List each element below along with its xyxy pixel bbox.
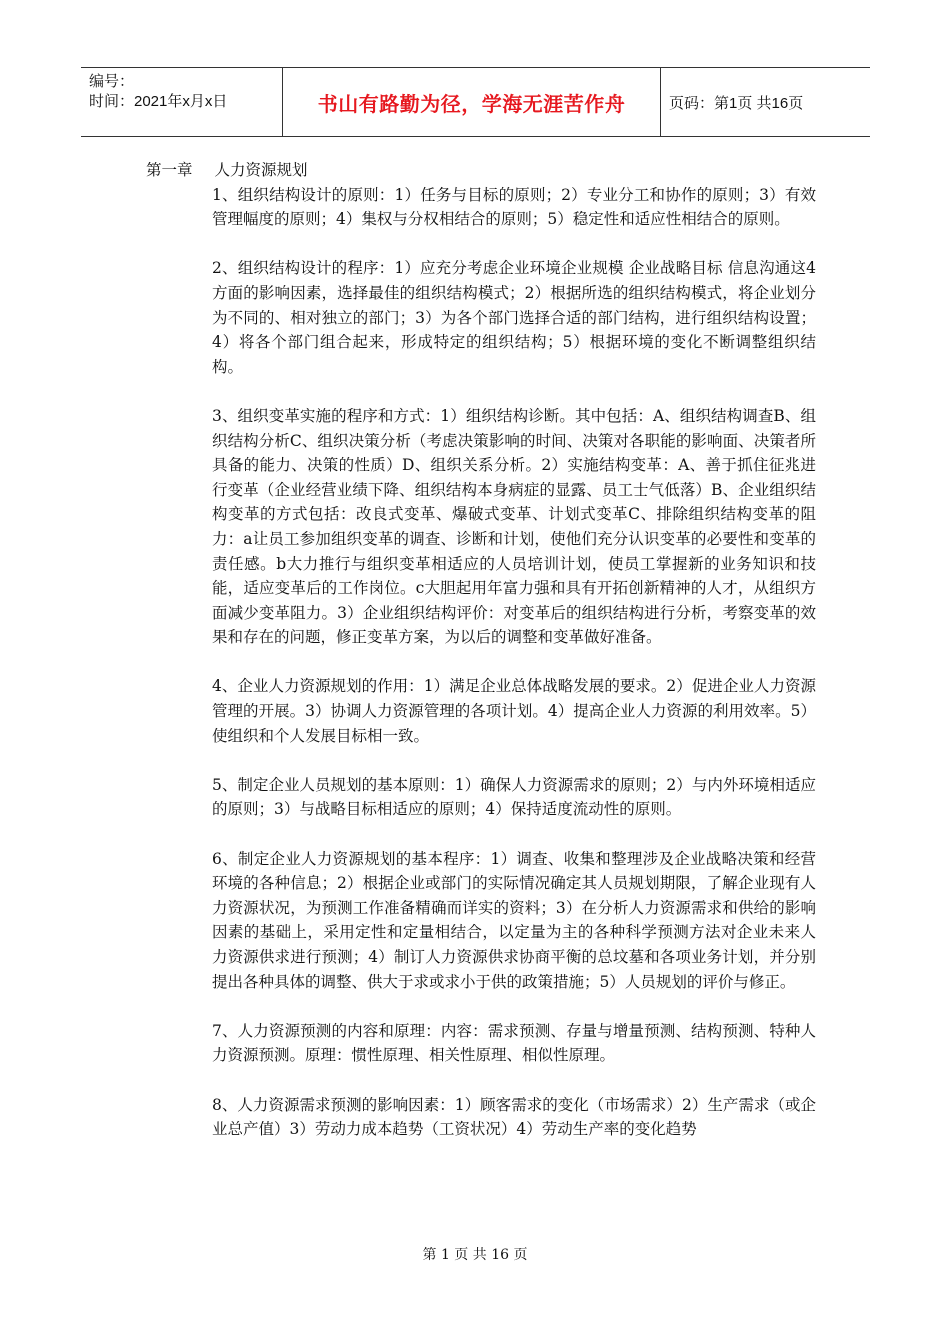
- paragraph: 4、企业人力资源规划的作用：1）满足企业总体战略发展的要求。2）促进企业人力资源管理的开展。3）协调人力资源管理的各项计划。4）提高企业人力资源的利用效率。5）使组织和个人发展目标相一致。: [212, 677, 816, 745]
- paragraph: 8、人力资源需求预测的影响因素：1）顾客需求的变化（市场需求）2）生产需求（或企业总产值）3）劳动力成本趋势（工资状况）4）劳动生产率的变化趋势: [212, 1095, 816, 1139]
- chapter-heading: [146, 158, 816, 183]
- document-body: [146, 158, 816, 1166]
- document-number-label: 编号：: [89, 73, 135, 90]
- page-footer: 第 1 页 共 16 页: [422, 1247, 528, 1263]
- paragraph: 1、组织结构设计的原则：1）任务与目标的原则；2）专业分工和协作的原则；3）有效管理幅度的原则；4）集权与分权相结合的原则；5）稳定性和适应性相结合的原则。: [212, 185, 816, 229]
- header-page-indicator: 页码：第1页 共16页: [669, 94, 804, 112]
- header-motto: 书山有路勤为径，学海无涯苦作舟: [283, 68, 661, 136]
- paragraph: 7、人力资源预测的内容和原理：内容：需求预测、存量与增量预测、结构预测、特种人力资源预测。原理：惯性原理、相关性原理、相似性原理。: [212, 1021, 816, 1065]
- paragraph: 3、组织变革实施的程序和方式：1）组织结构诊断。其中包括：A、组织结构调查B、组织结构分析C、组织决策分析（考虑决策影响的时间、决策对各职能的影响面、决策者所具备的能力、决策的性质）D、组织关系分析。2）实施结构变革：A、善于抓住征兆进行变革（企业经营业绩下降、组织结构本身病症的显露、员工士气低落）B、企业组织结构变革的方式包括：改良式变革、爆破式变革、计划式变革C、排除组织结构变革的阻力：a让员工参加组织变革的调查、诊断和计划，使他们充分认识变革的必要性和变革的责任感。b大力推行与组织变革相适应的人员培训计划，使员工掌握新的业务知识和技能，适应变革后的工作岗位。c大胆起用年富力强和具有开拓创新精神的人才，从组织方面减少变革阻力。3）企业组织结构评价：对变革后的组织结构进行分析，考察变革的效果和存在的问题，修正变革方案，为以后的调整和变革做好准备。: [212, 406, 816, 647]
- paragraph: 2、组织结构设计的程序：1）应充分考虑企业环境企业规模 企业战略目标 信息沟通这4方面的影响因素，选择最佳的组织结构模式；2）根据所选的组织结构模式，将企业划分为不同的、相对独立的部门；3）为各个部门选择合适的部门结构，进行组织结构设置；4）将各个部门组合起来，形成特定的组织结构；5）根据环境的变化不断调整组织结构。: [212, 259, 816, 376]
- document-header: [81, 67, 870, 137]
- chapter-title: 人力资源规划: [214, 161, 308, 179]
- paragraph: 6、制定企业人力资源规划的基本程序：1）调查、收集和整理涉及企业战略决策和经营环境的各种信息；2）根据企业或部门的实际情况确定其人员规划期限，了解企业现有人力资源状况，为预测工作准备精确而详实的资料；3）在分析人力资源需求和供给的影响因素的基础上，采用定性和定量相结合，以定量为主的各种科学预测方法对企业未来人力资源供求进行预测；4）制订人力资源供求协商平衡的总坟墓和各项业务计划，并分别提出各种具体的调整、供大于求或求小于供的政策措施；5）人员规划的评价与修正。: [212, 849, 816, 991]
- header-meta: [81, 68, 283, 136]
- paragraph: 5、制定企业人员规划的基本原则：1）确保人力资源需求的原则；2）与内外环境相适应的原则；3）与战略目标相适应的原则；4）保持适度流动性的原则。: [212, 775, 816, 819]
- document-date-label: 时间：2021年x月x日: [89, 93, 228, 110]
- chapter-number: 第一章: [146, 161, 193, 179]
